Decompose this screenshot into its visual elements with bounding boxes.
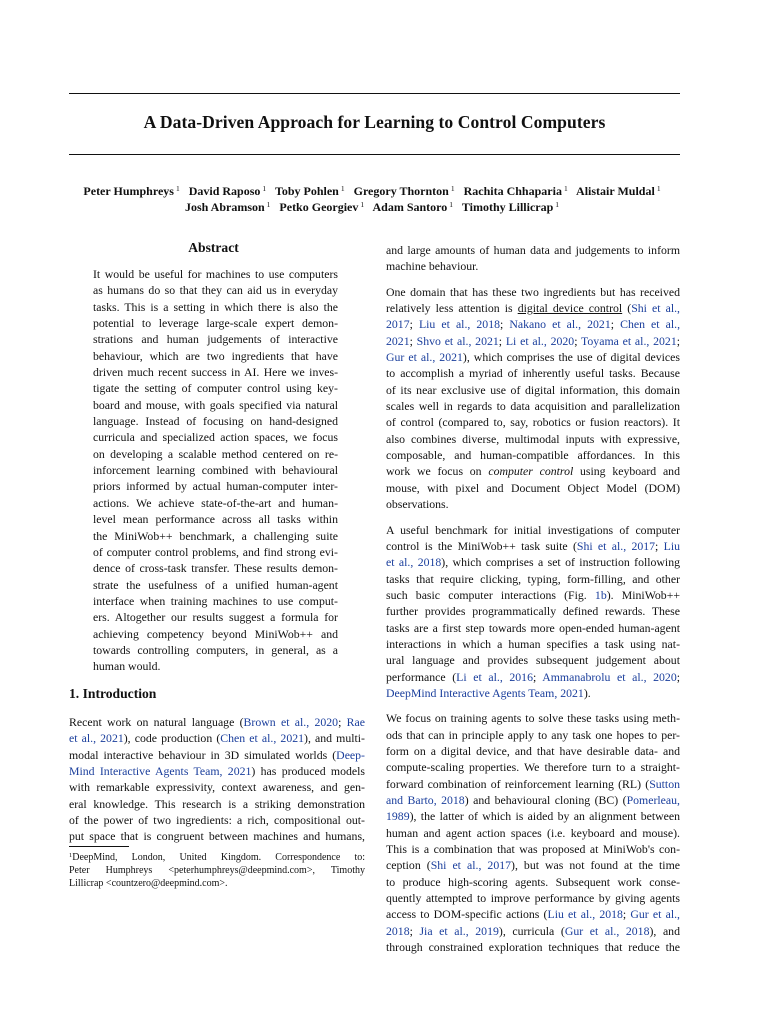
citation-link[interactable]: Gur et al., 2021 bbox=[386, 350, 463, 365]
citation-link[interactable]: Shi et al., 2017 bbox=[576, 538, 656, 553]
author-affiliation: 1 bbox=[450, 184, 455, 193]
body-line: modal interactive behaviour in 3D simulated worlds (Deep- bbox=[69, 747, 365, 762]
body-line: et al., 2018), which comprises a set of instruction following bbox=[386, 555, 681, 570]
body-line: interactions in which a human specifies a task using nat- bbox=[386, 636, 680, 651]
footnote-rule bbox=[69, 846, 129, 847]
abstract-line: of computer control problems, and find strong evi- bbox=[93, 544, 338, 559]
abstract-heading: Abstract bbox=[188, 240, 239, 255]
abstract-line: board and mouse, with goals specified via natural bbox=[93, 397, 338, 412]
body-line: of the power of two ingredients: a rich, compositional out- bbox=[69, 813, 365, 828]
author-affiliation: 1 bbox=[656, 184, 661, 193]
body-line: observations. bbox=[386, 497, 449, 512]
author-affiliation: 1 bbox=[360, 200, 365, 209]
author-affiliation: 1 bbox=[175, 184, 180, 193]
body-line: through constrained exploration techniques that reduce the bbox=[386, 940, 680, 955]
body-line: further provides programmatically defined rewards. These bbox=[386, 604, 680, 619]
citation-link[interactable]: Liu et al., 2018 bbox=[547, 907, 623, 922]
right-column bbox=[386, 242, 680, 955]
body-line: tasks that require clicking, typing, form-filling, and other bbox=[386, 571, 680, 586]
body-line: with remarkable expressivity, context awareness, and gen- bbox=[69, 780, 365, 795]
abstract-line: dence of cross-task transfer. These results demon- bbox=[93, 561, 338, 576]
abstract-line: towards controlling computers, in general, as a bbox=[93, 642, 338, 657]
citation-link[interactable]: et al., 2018 bbox=[386, 555, 442, 570]
paragraph bbox=[386, 710, 680, 955]
body-line: eral knowledge. This research is a striking demonstration bbox=[69, 796, 365, 811]
body-line: This is a combination that was proposed at MiniWob's con- bbox=[386, 842, 680, 857]
author-affiliation: 1 bbox=[563, 184, 568, 193]
body-line: and large amounts of human data and judgements to inform bbox=[386, 243, 680, 257]
author-affiliation: 1 bbox=[555, 200, 560, 209]
body-line: machine behaviour. bbox=[386, 259, 479, 274]
body-line: 1989), the latter of which is aided by an alignment between bbox=[386, 809, 680, 824]
body-line: mouse, with pixel and Document Object Model (DOM) bbox=[386, 480, 680, 495]
section-heading-introduction: 1. Introduction bbox=[69, 686, 157, 701]
author-affiliation: 1 bbox=[262, 184, 267, 193]
body-line: to accomplish a myriad of inherently useful tasks. Because bbox=[386, 366, 680, 381]
citation-link[interactable]: Pomerleau, bbox=[626, 793, 680, 807]
citation-link[interactable]: Shi et al., bbox=[631, 301, 681, 316]
citation-link[interactable]: Ammanabrolu et al., 2020 bbox=[542, 669, 677, 684]
citation-link[interactable]: Liu bbox=[663, 538, 681, 553]
footnote-line: Lillicrap <countzero@deepmind.com>. bbox=[69, 877, 228, 889]
abstract-line: the MiniWob++ benchmark, a challenging suite bbox=[93, 528, 338, 543]
author-name: Toby Pohlen bbox=[274, 184, 339, 198]
citation-link[interactable]: 2018 bbox=[386, 923, 410, 938]
title-bottom-rule bbox=[69, 154, 680, 155]
paragraph bbox=[386, 284, 680, 513]
citation-link[interactable]: 2017 bbox=[386, 317, 410, 332]
author-affiliation: 1 bbox=[266, 200, 271, 209]
body-line: tasks are a first step towards more open-ended human-agent bbox=[386, 620, 680, 635]
body-line: work we focus on computer control using keyboard and bbox=[386, 464, 680, 479]
abstract-line: human would. bbox=[93, 659, 161, 674]
body-line: such basic computer interactions (Fig. 1b). MiniWob++ bbox=[386, 587, 681, 602]
citation-link[interactable]: Shi et al., 2017 bbox=[430, 858, 512, 873]
abstract-line: tigate the setting of computer control using key- bbox=[93, 381, 338, 396]
citation-link[interactable]: Deep- bbox=[336, 747, 365, 762]
footnote-line: Peter Humphreys <peterhumphreys@deepmind.com>, Timothy bbox=[69, 864, 365, 876]
author-affiliation: 1 bbox=[449, 200, 454, 209]
body-line: of its near exclusive use of digital information, this domain bbox=[386, 382, 680, 397]
body-line: ception (Shi et al., 2017), but was not found at the time bbox=[386, 858, 681, 873]
abstract-line: It would be useful for machines to use computers bbox=[93, 267, 338, 281]
underlined-term: digital device control bbox=[517, 301, 623, 316]
citation-link[interactable]: Nakano et al., 2021 bbox=[509, 317, 611, 332]
abstract-line: potential to leverage large-scale expert demon- bbox=[93, 316, 338, 331]
citation-link[interactable]: Sutton bbox=[649, 776, 680, 791]
body-line: to produce high-scoring agents. Subsequent work conse- bbox=[386, 874, 680, 889]
citation-link[interactable]: Gur et al., 2018 bbox=[564, 923, 650, 938]
body-line: Recent work on natural language (Brown et al., 2020; Rae bbox=[69, 715, 365, 729]
figure-reference-link[interactable]: 1b bbox=[594, 587, 607, 602]
abstract-line: curricula and specialized action spaces, we focus bbox=[93, 430, 338, 445]
author-name: Adam Santoro bbox=[372, 200, 448, 214]
body-line: Mind Interactive Agents Team, 2021) has produced models bbox=[69, 764, 365, 779]
citation-link[interactable]: 2021 bbox=[386, 333, 410, 348]
author-name: Rachita Chhaparia bbox=[463, 184, 562, 198]
body-line: of control (compared to, say, robotics or fusion reactors). It bbox=[386, 415, 680, 430]
body-line: One domain that has these two ingredients but has received bbox=[386, 284, 680, 299]
body-line: A useful benchmark for initial investigations of computer bbox=[386, 522, 680, 537]
body-line: quently attempted to improve performance by giving agents bbox=[386, 891, 680, 906]
body-line: performance (Li et al., 2016; Ammanabrolu et al., 2020; bbox=[386, 669, 681, 684]
abstract-line: strate the usefulness of a unified human-agent bbox=[93, 577, 338, 592]
citation-link[interactable]: Gur et al., bbox=[630, 907, 680, 922]
citation-link[interactable]: Mind Interactive Agents Team, 2021 bbox=[69, 764, 252, 779]
paper-title: A Data-Driven Approach for Learning to Control Computers bbox=[143, 112, 606, 132]
abstract-body bbox=[93, 266, 338, 675]
body-line: ods that can in principle apply to any task one hopes to per- bbox=[386, 727, 680, 742]
abstract-line: level mean performance across all tasks within bbox=[93, 512, 338, 527]
abstract-line: on developing a scalable method centered on re- bbox=[93, 446, 338, 461]
body-line: control is the MiniWob++ task suite (Shi et al., 2017; Liu bbox=[386, 538, 681, 553]
body-line: also combines diverse, multimodal inputs with expressive, bbox=[386, 431, 680, 446]
body-line: Gur et al., 2021), which comprises the use of digital devices bbox=[386, 350, 680, 365]
author-name: Alistair Muldal bbox=[576, 184, 655, 198]
abstract-line: tasks. This is a setting in which there is also the bbox=[93, 299, 338, 314]
body-line: form on a digital device, and that have desirable data- and bbox=[386, 743, 680, 758]
author-line-2 bbox=[30, 197, 720, 215]
citation-link[interactable]: DeepMind Interactive Agents Team, 2021 bbox=[386, 685, 584, 700]
author-name: David Raposo bbox=[188, 184, 261, 198]
body-line: scales well in regards to data acquisition and parallelization bbox=[386, 399, 680, 414]
intro-body bbox=[69, 714, 365, 845]
abstract-line: inforcement learning combined with behavioural bbox=[93, 463, 338, 478]
citation-link[interactable]: Rae bbox=[346, 715, 365, 729]
citation-link[interactable]: Liu et al., 2018 bbox=[418, 317, 501, 332]
citation-link[interactable]: Toyama et al., 2021 bbox=[581, 333, 677, 348]
abstract-line: priors informed by actual human-computer inter- bbox=[93, 479, 338, 494]
footnote-line: $^1$DeepMind, London, United Kingdom. Correspondence to: bbox=[69, 852, 365, 863]
footnote bbox=[69, 850, 365, 890]
body-line: human and agent action spaces (i.e. keyboard and mouse). bbox=[386, 825, 680, 840]
abstract-line: strations and human judgements of interactive bbox=[93, 332, 338, 347]
abstract-line: achieving competency beyond MiniWob++ and bbox=[93, 626, 338, 641]
citation-link[interactable]: 1989 bbox=[386, 809, 410, 824]
citation-link[interactable]: Li et al., 2020 bbox=[505, 333, 575, 348]
citation-link[interactable]: and Barto, 2018 bbox=[386, 793, 465, 807]
abstract-line: language. Instead of focusing on hand-designed bbox=[93, 414, 338, 429]
body-line: 2017; Liu et al., 2018; Nakano et al., 2021; Chen et al., bbox=[386, 317, 681, 332]
author-affiliation: 1 bbox=[340, 184, 345, 193]
body-line: and Barto, 2018) and behavioural cloning (BC) (Pomerleau, bbox=[386, 793, 680, 807]
citation-link[interactable]: Chen et al., 2021 bbox=[220, 731, 305, 746]
author-name: Timothy Lillicrap bbox=[461, 200, 554, 214]
body-line: We focus on training agents to solve these tasks using meth- bbox=[386, 711, 680, 726]
abstract-line: as humans do so that they can aid us in everyday bbox=[93, 283, 338, 298]
body-line: 2018; Jia et al., 2019), curricula (Gur et al., 2018), and bbox=[386, 923, 680, 938]
abstract-line: ers. Altogether our results suggest a formula for bbox=[93, 610, 338, 625]
body-line: composable, and human-compatible affordances. In this bbox=[386, 448, 680, 463]
body-line: relatively less attention is digital device control (Shi et al., bbox=[386, 301, 681, 316]
body-line: 2021; Shvo et al., 2021; Li et al., 2020; Toyama et al., 2021; bbox=[386, 333, 680, 348]
abstract-line: interface when training machines to use comput- bbox=[93, 593, 338, 608]
author-name: Peter Humphreys bbox=[83, 184, 174, 198]
body-line: put space that is congruent between machines and humans, bbox=[69, 829, 365, 844]
citation-link[interactable]: Chen et al., bbox=[620, 317, 681, 332]
body-line: access to DOM-specific actions (Liu et al., 2018; Gur et al., bbox=[386, 907, 680, 922]
body-line: et al., 2021), code production (Chen et al., 2021), and multi- bbox=[69, 731, 365, 746]
title-top-rule bbox=[69, 93, 680, 94]
paragraph bbox=[386, 522, 680, 702]
body-line: DeepMind Interactive Agents Team, 2021). bbox=[386, 685, 591, 700]
author-name: Gregory Thornton bbox=[353, 184, 449, 198]
body-line: compute-scaling properties. We therefore turn to a straight- bbox=[386, 760, 680, 775]
emphasized-term: computer control bbox=[488, 464, 574, 479]
author-name: Petko Georgiev bbox=[279, 200, 359, 214]
abstract-line: actions. We achieve state-of-the-art and human- bbox=[93, 495, 338, 510]
citation-link[interactable]: Li et al., 2016 bbox=[456, 669, 533, 684]
citation-link[interactable]: et al., 2021 bbox=[69, 731, 124, 746]
citation-link[interactable]: Jia et al., 2019 bbox=[419, 923, 499, 938]
body-line: ural language and provides subsequent judgement about bbox=[386, 653, 680, 668]
footnote-mark: 1 bbox=[69, 852, 73, 859]
body-line: forward combination of reinforcement learning (RL) (Sutton bbox=[386, 776, 680, 791]
citation-link[interactable]: Brown et al., 2020 bbox=[243, 715, 339, 729]
author-name: Josh Abramson bbox=[184, 200, 265, 214]
citation-link[interactable]: Shvo et al., 2021 bbox=[416, 333, 499, 348]
abstract-line: behaviour, which are two ingredients that have bbox=[93, 348, 338, 363]
abstract-line: driven much recent success in AI. Here we inves- bbox=[93, 365, 338, 380]
paragraph bbox=[386, 242, 680, 275]
